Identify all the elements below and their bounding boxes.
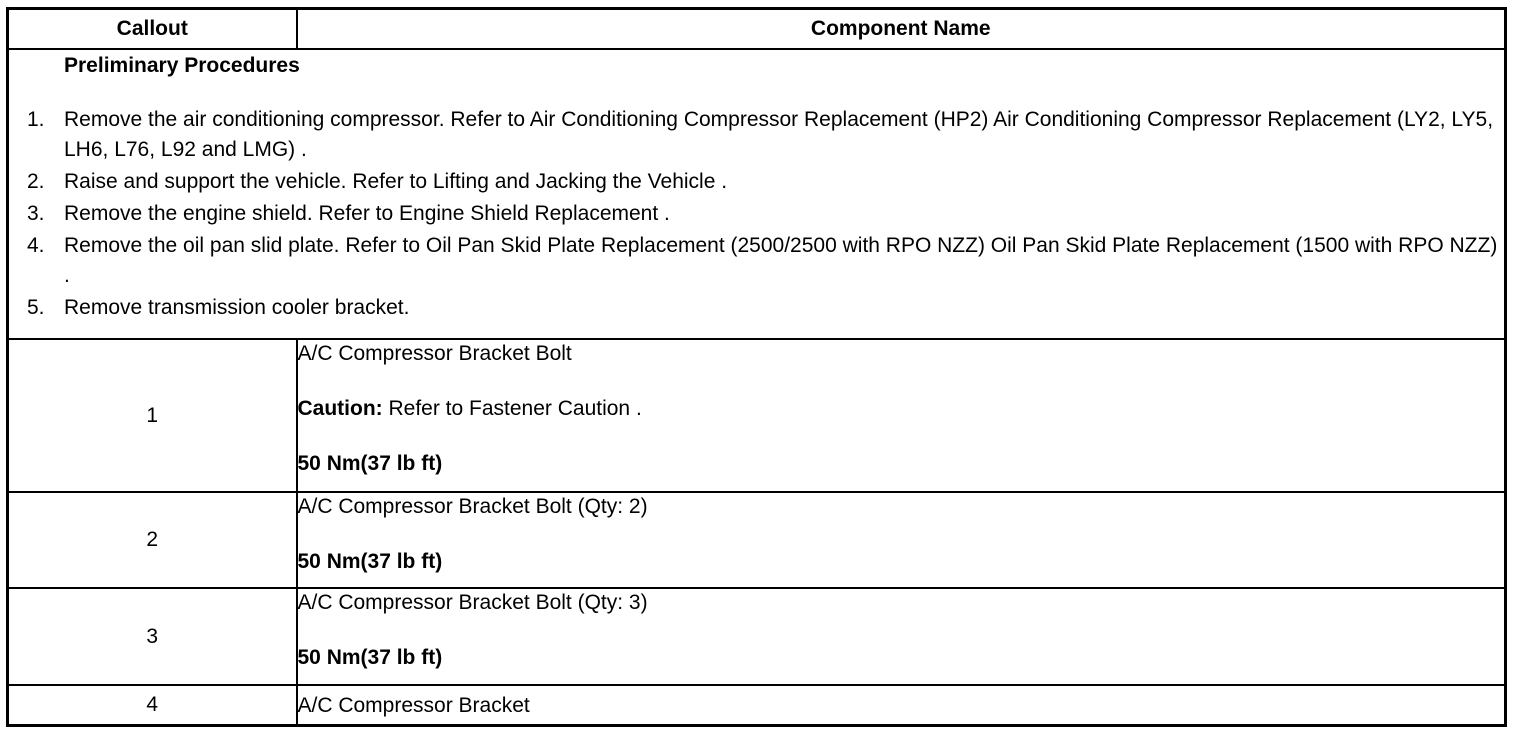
step-number: 5. (27, 295, 45, 319)
component-name-header: Component Name (297, 9, 1506, 49)
component-name: A/C Compressor Bracket Bolt (Qty: 3) (297, 591, 648, 615)
caution-text: Refer to Fastener Caution . (382, 397, 642, 421)
procedure-step (9, 105, 1504, 165)
step-number: 1. (27, 107, 45, 131)
step-number: 3. (27, 201, 45, 225)
step-text: Remove the oil pan slid plate. Refer to Oil Pan Skid Plate Replacement (2500/2500 with RPO NZZ) Oil Pan Skid Plate Replacement (1500 with RPO NZZ) . (64, 233, 1498, 287)
procedure-step (9, 199, 1504, 229)
procedure-step (9, 231, 1504, 291)
callout-cell: 2 (8, 492, 297, 588)
procedure-step (9, 293, 1504, 323)
component-name: A/C Compressor Bracket Bolt (297, 342, 572, 366)
table-row (8, 685, 1506, 725)
step-number: 2. (27, 169, 45, 193)
callout-cell: 1 (8, 339, 297, 491)
torque-spec: 50 Nm(37 lb ft) (297, 549, 443, 573)
step-text: Remove the air conditioning compressor. Refer to Air Conditioning Compressor Replacement (HP2) Air Conditioning Compressor Replacement (LY2, LY5, LH6, L76, L92 and LMG) . (64, 107, 1494, 161)
caution-note (298, 395, 1505, 423)
preliminary-procedures-title: Preliminary Procedures (64, 53, 300, 77)
procedure-steps (9, 105, 1504, 323)
table-row (8, 492, 1506, 588)
step-number: 4. (27, 233, 45, 257)
table-header-row (8, 9, 1506, 49)
component-cell (297, 339, 1506, 491)
component-table (6, 7, 1507, 727)
callout-cell: 3 (8, 588, 297, 685)
component-cell (297, 492, 1506, 588)
procedure-step (9, 167, 1504, 197)
step-text: Remove transmission cooler bracket. (64, 295, 410, 319)
callout-cell: 4 (8, 685, 297, 725)
preliminary-procedures-cell (8, 49, 1506, 340)
step-text: Remove the engine shield. Refer to Engine Shield Replacement . (64, 201, 670, 225)
component-cell (297, 588, 1506, 685)
component-name: A/C Compressor Bracket (297, 694, 530, 718)
caution-label: Caution: (297, 397, 383, 421)
table-row (8, 588, 1506, 685)
table-row (8, 339, 1506, 491)
step-text: Raise and support the vehicle. Refer to Lifting and Jacking the Vehicle . (64, 169, 728, 193)
torque-spec: 50 Nm(37 lb ft) (297, 646, 443, 670)
component-cell (297, 685, 1506, 725)
callout-header: Callout (8, 9, 297, 49)
preliminary-procedures-row (8, 49, 1506, 340)
component-name: A/C Compressor Bracket Bolt (Qty: 2) (297, 494, 648, 518)
torque-spec: 50 Nm(37 lb ft) (297, 452, 443, 476)
